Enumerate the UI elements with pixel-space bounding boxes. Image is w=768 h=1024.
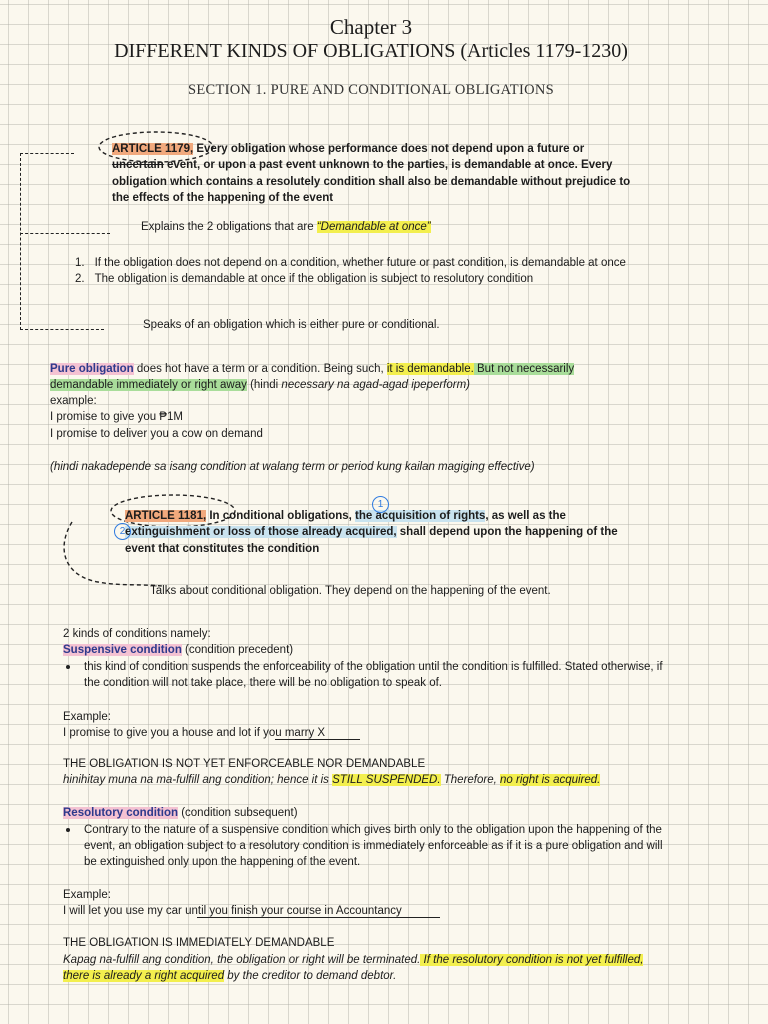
bracket-line-middle (20, 233, 110, 234)
underline-marry (275, 739, 360, 740)
suspensive-example: I promise to give you a house and lot if you marry X (63, 727, 326, 739)
resolutory-caps: THE OBLIGATION IS IMMEDIATELY DEMANDABLE (63, 937, 335, 949)
resolutory-heading: Resolutory condition (condition subsequent) (63, 807, 298, 819)
bracket-line-bottom (20, 329, 104, 330)
bullet-dot (66, 828, 70, 832)
pure-obligation-label: Pure obligation (50, 363, 134, 375)
list-item-1: 1. If the obligation does not depend on a condition, whether future or past condition, is demandable at once (75, 257, 626, 269)
resolutory-italic-line2: there is already a right acquired by the creditor to demand debtor. (63, 970, 397, 982)
note-demandable: Explains the 2 obligations that are “Demandable at once” (141, 221, 431, 233)
article-1181-line2: extinguishment or loss of those already acquired, shall depend upon the happening of the (125, 526, 618, 538)
article-1179-line3: obligation which contains a resolutely condition shall also be demandable without prejudice to (112, 176, 631, 188)
note-conditional: Talks about conditional obligation. They depend on the happening of the event. (150, 585, 551, 597)
annotation-number-1: 1 (372, 496, 389, 513)
article-1181-label: ARTICLE 1181, (125, 510, 207, 522)
suspensive-bullet-line1: this kind of condition suspends the enforceability of the obligation until the condition is fulfilled. Stated otherwise, if (84, 661, 663, 673)
pure-obligation-line2: demandable immediately or right away (hindi necessary na agad-agad ipeperform) (50, 379, 471, 391)
chapter-title: DIFFERENT KINDS OF OBLIGATIONS (Articles 1179-1230) (114, 40, 628, 62)
bullet-dot (66, 665, 70, 669)
article-1181-line3: event that constitutes the condition (125, 543, 320, 555)
list-item-2: 2. The obligation is demandable at once if the obligation is subject to resolutory condition (75, 273, 534, 285)
pure-italic-note: (hindi nakadepende sa isang condition at walang term or period kung kailan magiging effective) (50, 461, 535, 473)
resolutory-bullet-line2: event, an obligation subject to a resolutory condition is immediately enforceable as if it is a pure obligation and will (84, 840, 663, 852)
pure-example-label: example: (50, 395, 97, 407)
annotation-number-2: 2 (114, 523, 131, 540)
resolutory-example-label: Example: (63, 889, 111, 901)
article-1179-label: ARTICLE 1179, (112, 143, 194, 155)
article-1179-line1: ARTICLE 1179, Every obligation whose performance does not depend upon a future or (112, 143, 585, 155)
article-1181-line1: ARTICLE 1181, In conditional obligations, the acquisition of rights, as well as the (125, 510, 566, 522)
pure-obligation-line1: Pure obligation does hot have a term or a condition. Being such, it is demandable. But not necessarily (50, 363, 575, 375)
underline-accountancy (197, 917, 440, 918)
resolutory-bullet-line1: Contrary to the nature of a suspensive condition which gives birth only to the obligation upon the happening of the (84, 824, 662, 836)
chapter-label: Chapter 3 (329, 15, 413, 39)
suspensive-heading: Suspensive condition (condition precedent) (63, 644, 294, 656)
resolutory-italic-line1: Kapag na-fulfill ang condition, the obligation or right will be terminated. If the resolutory condition is not yet fulfilled, (63, 954, 644, 966)
suspensive-label: Suspensive condition (63, 644, 182, 656)
suspensive-caps: THE OBLIGATION IS NOT YET ENFORCEABLE NOR DEMANDABLE (63, 758, 426, 770)
article-1179-line2: uncertain event, or upon a past event unknown to the parties, is demandable at once. Every (112, 159, 613, 171)
article-1179-line4: the effects of the happening of the event (112, 192, 334, 204)
kinds-intro: 2 kinds of conditions namely: (63, 628, 211, 640)
bracket-line-vertical (20, 153, 21, 330)
pure-example-2: I promise to deliver you a cow on demand (50, 428, 263, 440)
pure-example-1: I promise to give you ₱1M (50, 411, 183, 423)
suspensive-italic: hinihitay muna na ma-fulfill ang condition; hence it is STILL SUSPENDED. Therefore, no right is acquired. (63, 774, 601, 786)
note-pure-conditional: Speaks of an obligation which is either pure or conditional. (143, 319, 440, 331)
bracket-line-top (20, 153, 74, 154)
resolutory-example: I will let you use my car until you finish your course in Accountancy (63, 905, 402, 917)
resolutory-bullet-line3: be extinguished only upon the happening of the event. (84, 856, 361, 868)
suspensive-example-label: Example: (63, 711, 111, 723)
resolutory-label: Resolutory condition (63, 807, 178, 819)
suspensive-bullet-line2: the condition will not take place, there will be no obligation to speak of. (84, 677, 442, 689)
section-title: SECTION 1. PURE AND CONDITIONAL OBLIGATIONS (188, 82, 554, 98)
